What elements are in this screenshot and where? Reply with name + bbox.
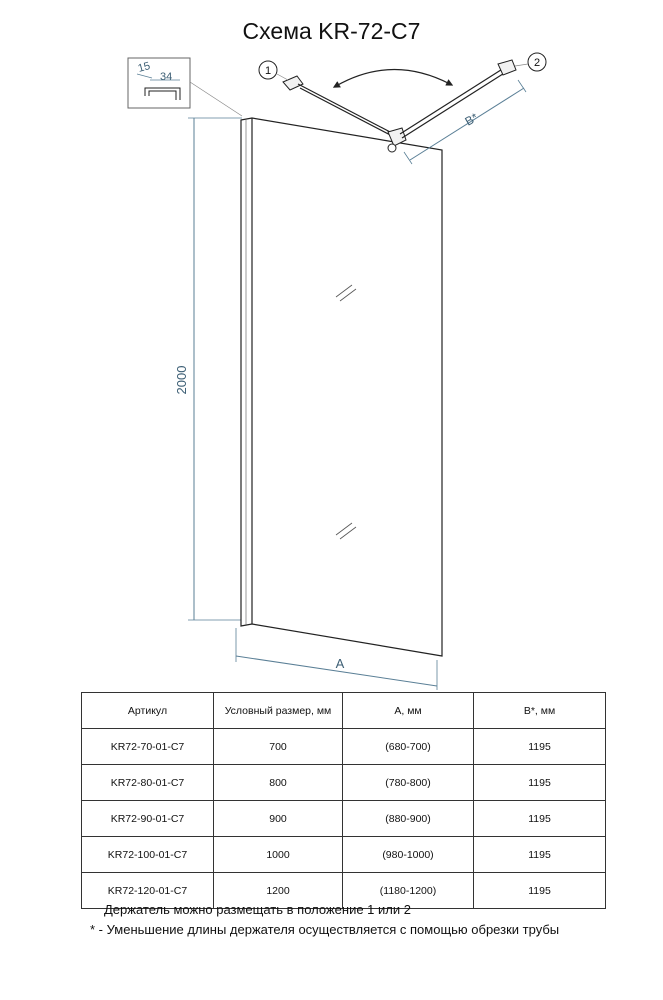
table-cell: 1195 bbox=[474, 873, 606, 909]
table-cell: (1180-1200) bbox=[343, 873, 474, 909]
table-cell: 1000 bbox=[214, 837, 343, 873]
position-marker-1-label: 1 bbox=[264, 65, 272, 77]
table-header-cell: А, мм bbox=[343, 693, 474, 729]
diagram-title: Схема KR-72-C7 bbox=[242, 18, 421, 44]
height-dimension-label: 2000 bbox=[174, 365, 189, 395]
table-cell: (880-900) bbox=[343, 801, 474, 837]
footnote: * - Уменьшение длины держателя осуществляется с помощью обрезки трубы bbox=[90, 922, 560, 937]
glass-panel bbox=[241, 118, 442, 656]
table-row bbox=[82, 801, 606, 837]
table-header-cell: В*, мм bbox=[474, 693, 606, 729]
table-row bbox=[82, 837, 606, 873]
table-header-cell: Условный размер, мм bbox=[214, 693, 343, 729]
table-cell: (780-800) bbox=[343, 765, 474, 801]
table-cell: 1195 bbox=[474, 729, 606, 765]
table-cell: 700 bbox=[214, 729, 343, 765]
detail-dim-15: 15 bbox=[136, 60, 152, 75]
height-dimension bbox=[174, 118, 242, 620]
table-cell: KR72-120-01-C7 bbox=[82, 873, 214, 909]
mounting-note: Держатель можно размещать в положение 1 или 2 bbox=[104, 902, 411, 917]
table-header-row bbox=[82, 693, 606, 729]
table-row bbox=[82, 765, 606, 801]
table-row bbox=[82, 729, 606, 765]
table-cell: 1195 bbox=[474, 765, 606, 801]
table-cell: KR72-80-01-C7 bbox=[82, 765, 214, 801]
table-header-cell: Артикул bbox=[82, 693, 214, 729]
position-marker-2 bbox=[515, 53, 546, 71]
rotation-arrow bbox=[336, 69, 450, 86]
position-marker-1 bbox=[259, 61, 288, 80]
table-cell: 800 bbox=[214, 765, 343, 801]
table-cell: 1200 bbox=[214, 873, 343, 909]
width-dimension-label: A bbox=[335, 656, 345, 671]
position-marker-2-label: 2 bbox=[533, 57, 541, 69]
table-cell: KR72-70-01-C7 bbox=[82, 729, 214, 765]
bracket-length-label: B* bbox=[462, 110, 481, 129]
table-cell: (680-700) bbox=[343, 729, 474, 765]
table-cell: 1195 bbox=[474, 801, 606, 837]
table-cell: KR72-90-01-C7 bbox=[82, 801, 214, 837]
table-cell: KR72-100-01-C7 bbox=[82, 837, 214, 873]
table-cell: 1195 bbox=[474, 837, 606, 873]
detail-dim-34: 34 bbox=[160, 71, 173, 83]
table-cell: 900 bbox=[214, 801, 343, 837]
specification-table bbox=[81, 692, 606, 909]
profile-detail-box bbox=[128, 58, 242, 116]
table-cell: (980-1000) bbox=[343, 837, 474, 873]
